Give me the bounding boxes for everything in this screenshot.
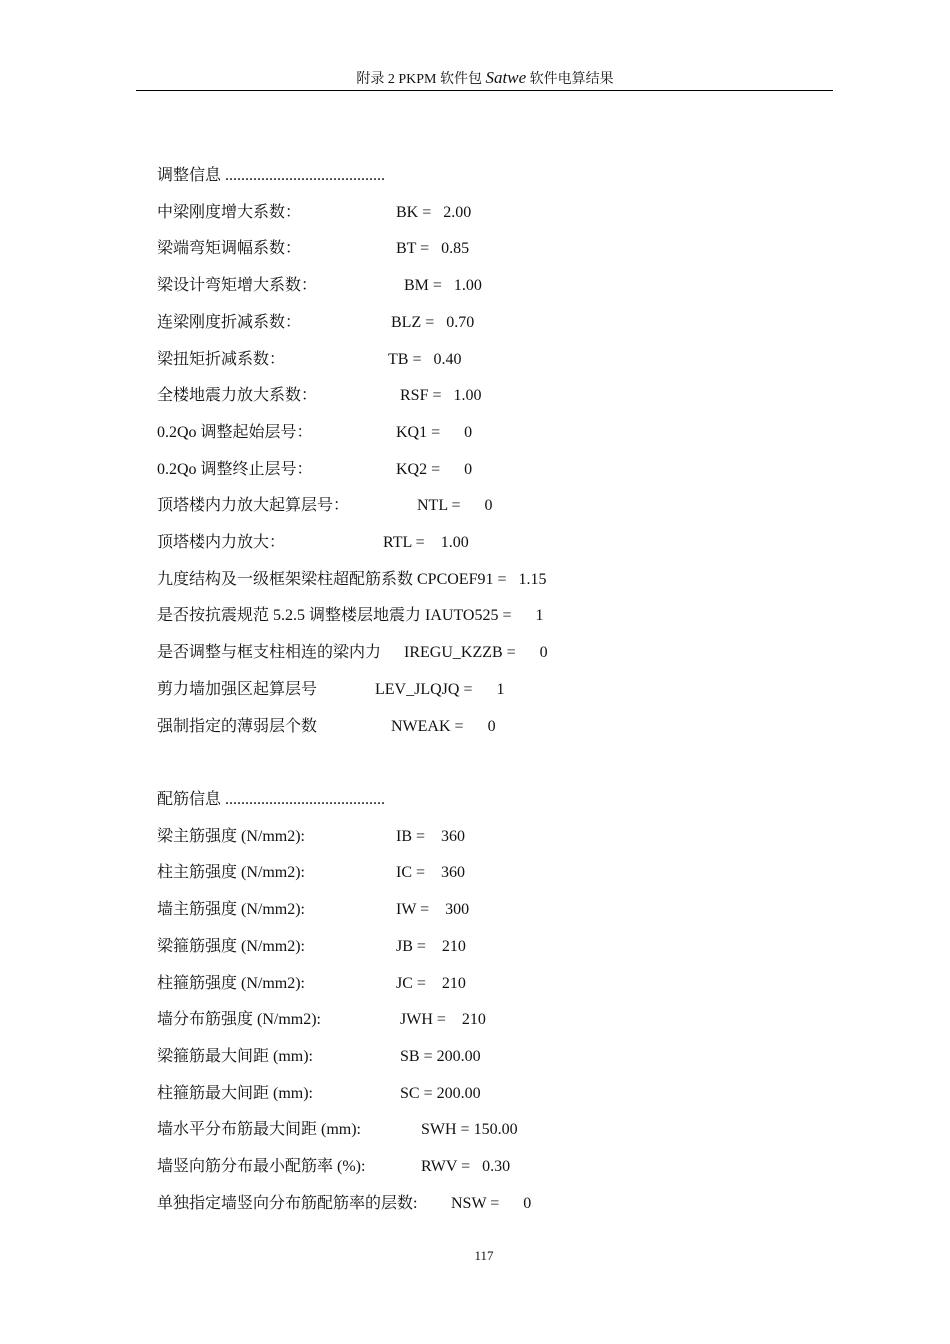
adjust-param-value: BM = 1.00: [404, 277, 482, 295]
adjust-param-value: BK = 2.00: [396, 203, 472, 221]
adjust-param-label: 0.2Qo 调整起始层号：: [157, 423, 313, 441]
adjust-param-label: 顶塔楼内力放大起算层号：: [157, 497, 350, 515]
rebar-param-value: RWV = 0.30: [421, 1158, 511, 1175]
adjust-param-label: 梁设计弯矩增大系数：: [157, 277, 318, 295]
rebar-param-value: IW = 300: [396, 901, 470, 919]
adjust-param-value: IREGU_KZZB = 0: [404, 644, 548, 662]
rebar-param-value: JWH = 210: [400, 1011, 486, 1029]
rebar-param-value: JB = 210: [396, 937, 466, 955]
adjust-param-label: 全楼地震力放大系数：: [157, 387, 318, 405]
rebar-param-label: 梁主筋强度 (N/mm2):: [157, 827, 305, 845]
adjust-param-value: RTL = 1.00: [383, 534, 469, 551]
header-rule: [136, 90, 833, 91]
adjust-param-label: 强制指定的薄弱层个数: [157, 717, 318, 735]
header-prefix: 附录 2 PKPM 软件包: [356, 72, 486, 87]
rebar-param-label: 梁箍筋最大间距 (mm):: [157, 1047, 313, 1065]
adjust-param-value: TB = 0.40: [388, 350, 462, 368]
rebar-param-label: 柱箍筋强度 (N/mm2):: [157, 974, 305, 992]
rebar-param-value: SWH = 150.00: [421, 1121, 518, 1139]
rebar-param-label: 墙主筋强度 (N/mm2):: [157, 901, 305, 919]
rebar-param-label: 梁箍筋强度 (N/mm2):: [157, 937, 305, 955]
adjust-param-value: LEV_JLQJQ = 1: [375, 680, 505, 698]
rebar-param-label: 柱主筋强度 (N/mm2):: [157, 864, 305, 882]
adjust-param-label: 梁扭矩折减系数：: [157, 350, 286, 368]
rebar-section-title: 配筋信息 ........................................: [157, 791, 386, 808]
page-number: 117: [474, 1248, 494, 1263]
rebar-param-value: NSW = 0: [451, 1194, 532, 1212]
adjust-param-value: RSF = 1.00: [400, 387, 482, 405]
adjust-param-value: KQ1 = 0: [396, 423, 473, 441]
adjust-param-label: 是否按抗震规范 5.2.5 调整楼层地震力 IAUTO525 = 1: [157, 607, 544, 625]
adjust-param-value: BLZ = 0.70: [391, 313, 475, 331]
running-header: [0, 68, 950, 88]
adjust-param-label: 0.2Qo 调整终止层号：: [157, 460, 313, 478]
rebar-param-label: 墙分布筋强度 (N/mm2):: [157, 1011, 321, 1029]
rebar-param-label: 墙水平分布筋最大间距 (mm):: [157, 1121, 361, 1139]
adjust-param-value: NWEAK = 0: [391, 717, 496, 735]
rebar-param-value: JC = 210: [396, 974, 466, 992]
rebar-param-value: IB = 360: [396, 827, 466, 845]
adjust-param-value: NTL = 0: [417, 497, 493, 515]
adjust-param-label: 顶塔楼内力放大：: [157, 534, 286, 551]
adjust-param-label: 连梁刚度折减系数：: [157, 313, 302, 331]
rebar-param-value: SB = 200.00: [400, 1047, 481, 1065]
adjust-param-label: 梁端弯矩调幅系数：: [157, 240, 302, 258]
adjust-param-label: 中梁刚度增大系数：: [157, 203, 302, 221]
adjust-param-value: KQ2 = 0: [396, 460, 473, 478]
header-software-name: Satwe: [485, 68, 527, 87]
adjust-param-label: 剪力墙加强区起算层号: [157, 680, 318, 698]
rebar-param-label: 单独指定墙竖向分布筋配筋率的层数:: [157, 1194, 418, 1212]
rebar-param-value: SC = 200.00: [400, 1084, 481, 1102]
adjust-param-label: 九度结构及一级框架梁柱超配筋系数 CPCOEF91 = 1.15: [157, 570, 547, 588]
header-suffix: 软件电算结果: [526, 72, 614, 87]
rebar-param-value: IC = 360: [396, 864, 466, 882]
adjust-param-value: BT = 0.85: [396, 240, 470, 258]
adjust-param-label: 是否调整与框支柱相连的梁内力: [157, 644, 382, 662]
rebar-param-label: 墙竖向筋分布最小配筋率 (%):: [157, 1158, 366, 1175]
rebar-param-label: 柱箍筋最大间距 (mm):: [157, 1084, 313, 1102]
adjust-section-title: 调整信息 ........................................: [157, 167, 386, 184]
